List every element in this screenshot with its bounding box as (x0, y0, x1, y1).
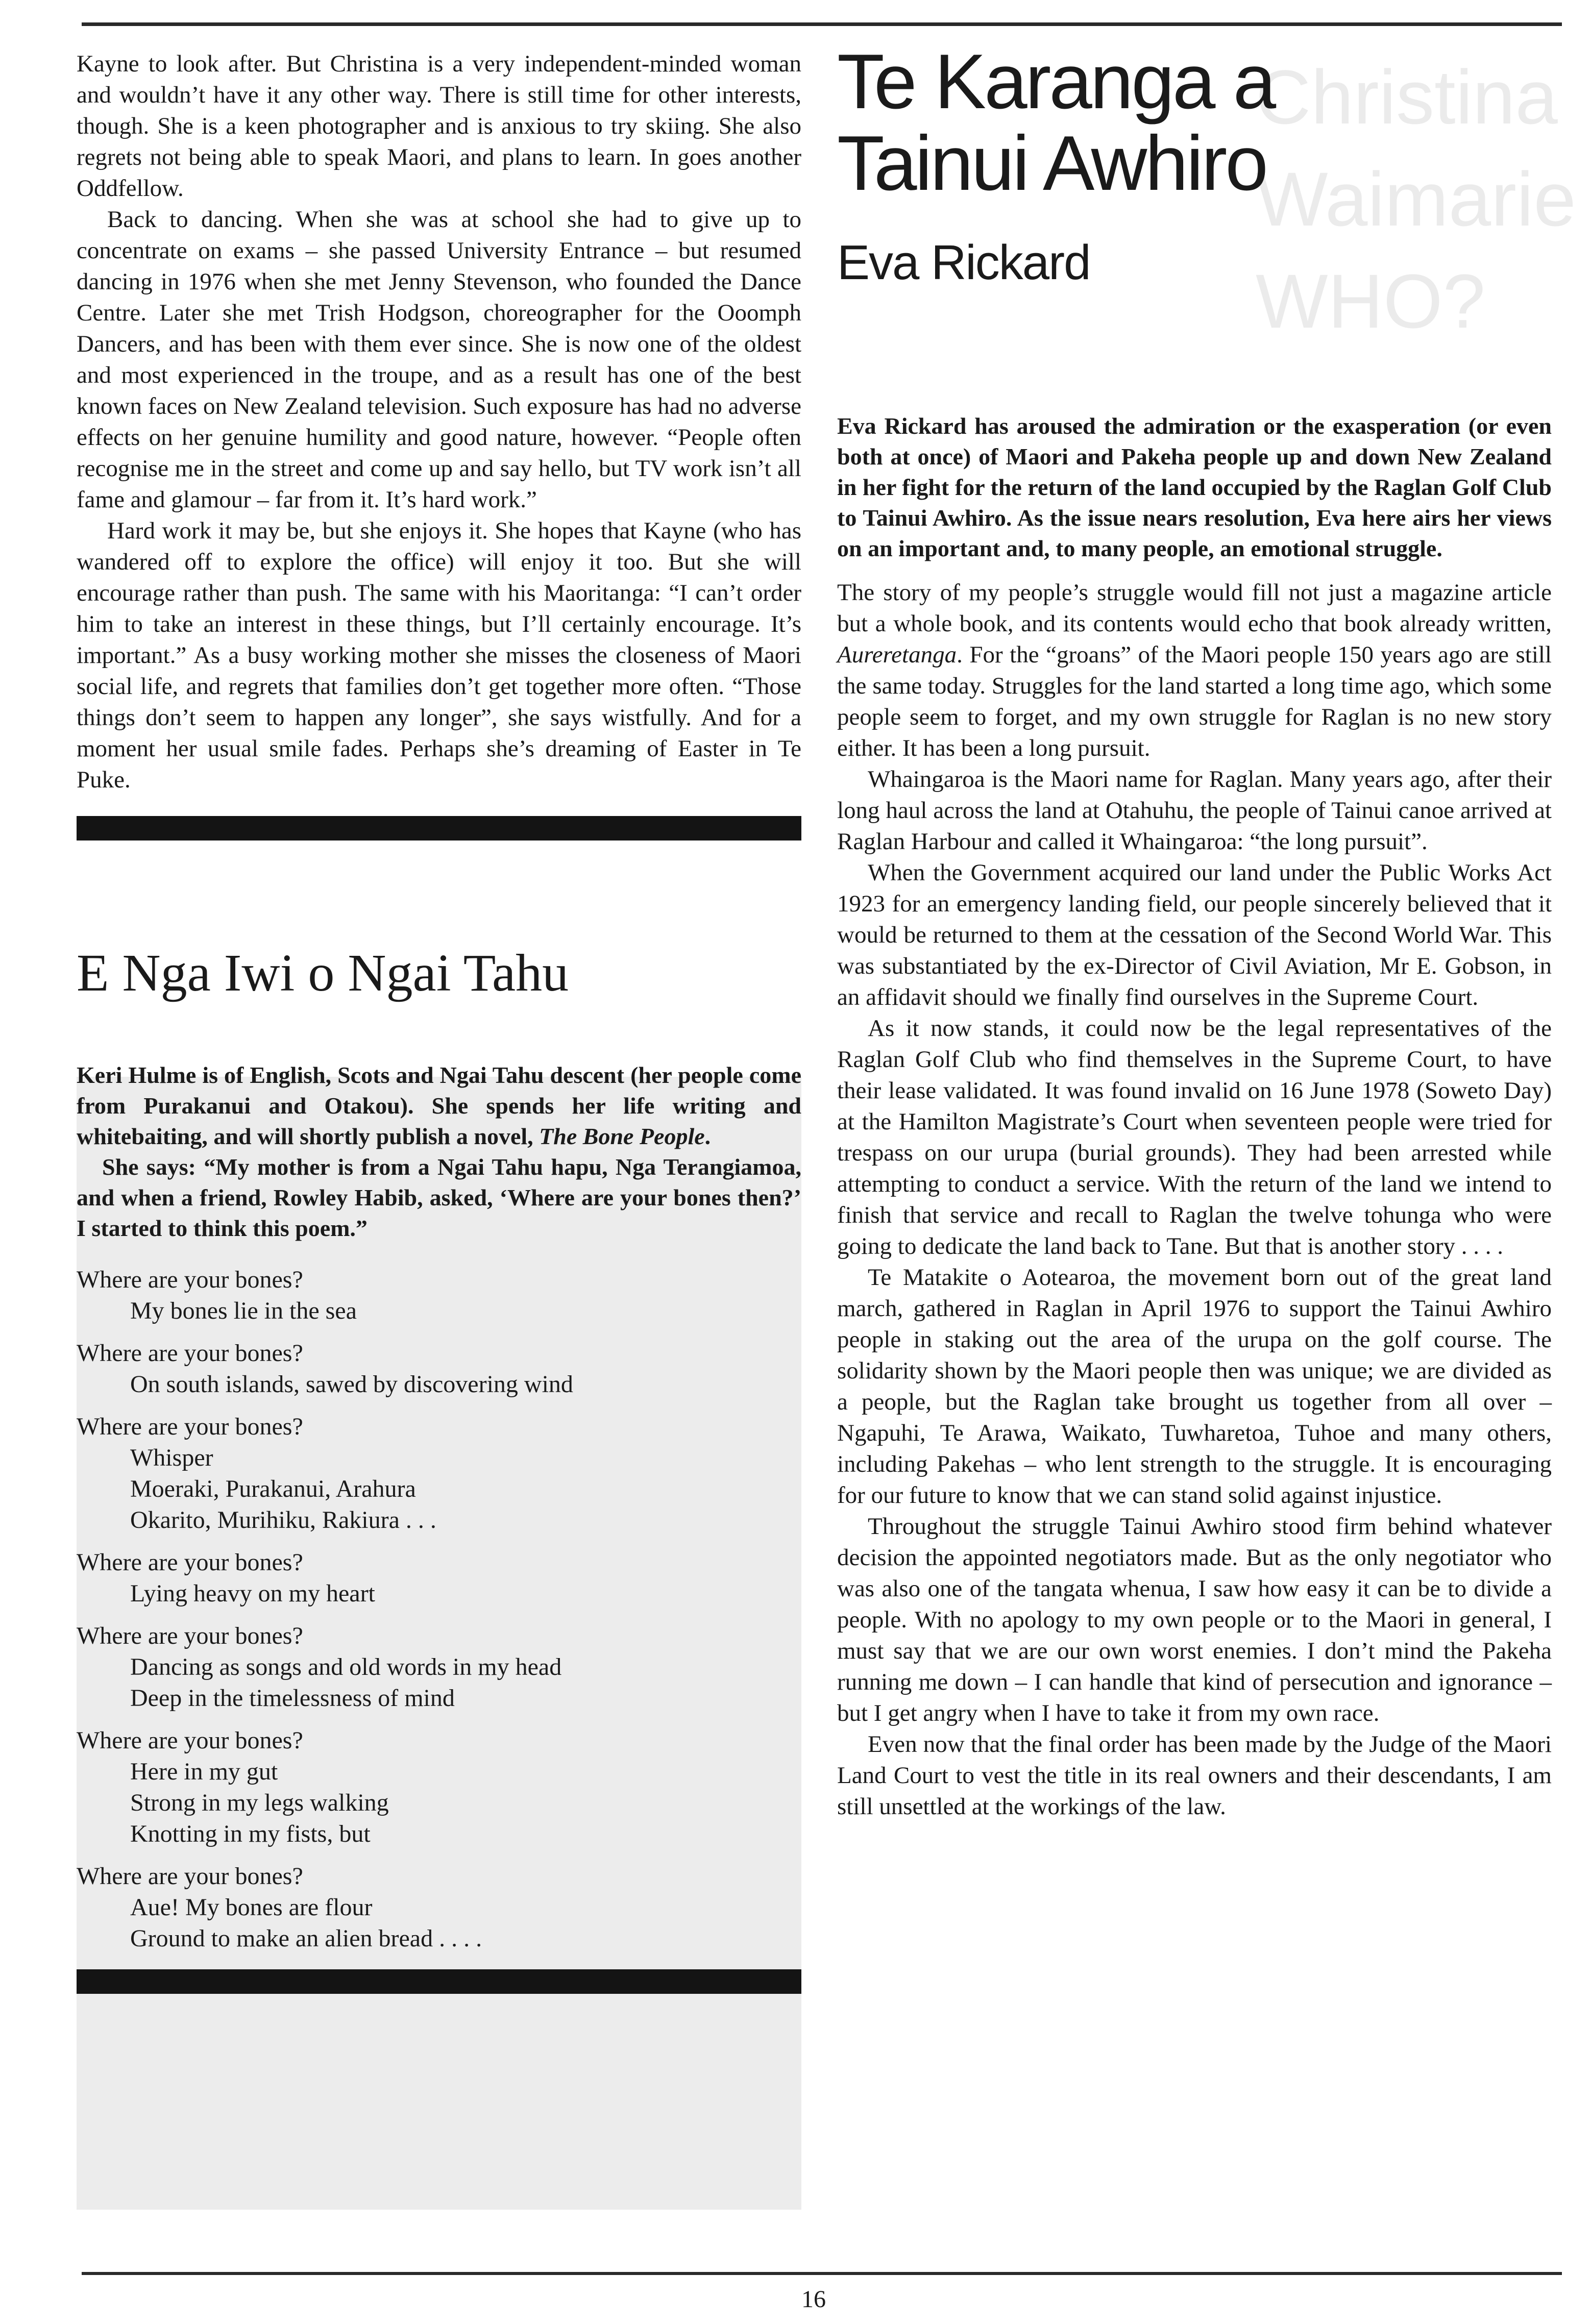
poem-question-line: Where are your bones? (77, 1622, 303, 1649)
poem-answer-line: Lying heavy on my heart (130, 1580, 375, 1607)
poem-question-line: Where are your bones? (77, 1727, 303, 1754)
section-divider-bar (77, 1969, 801, 1994)
right-column (837, 38, 1552, 1822)
poem-question-line: Where are your bones? (77, 1340, 303, 1367)
paragraph: Kayne to look after. But Christina is a very independent-minded woman and wouldn’t have it any other way. There is still time for other interests, though. She is a keen photographer and is anxious to try skiing. She also regrets not being able to speak Maori, and plans to learn. In goes another Oddfellow. (77, 51, 801, 202)
intro-quote: She says: “My mother is from a Ngai Tahu hapu, Nga Terangiamoa, and when a friend, Rowley Habib, asked, ‘Where are your bones then?’ I started to think this poem.” (77, 1154, 801, 1241)
poem-answer-line: Strong in my legs walking (130, 1789, 389, 1816)
poem-answer-line: Ground to make an alien bread . . . . (130, 1925, 482, 1952)
poem-answer-line: Knotting in my fists, but (130, 1820, 371, 1847)
poem-stanza (77, 1411, 801, 1536)
poem-stanza (77, 1264, 801, 1326)
poem-answer-line: On south islands, sawed by discovering wind (130, 1371, 573, 1398)
article-body (837, 577, 1552, 1822)
poem-answer-line: Dancing as songs and old words in my head (130, 1653, 562, 1680)
poem-answer-line: Okarito, Murihiku, Rakiura . . . (130, 1506, 436, 1534)
paragraph: Even now that the final order has been made by the Judge of the Maori Land Court to vest the title in its real owners and their descendants, I am still unsettled at the workings of the law. (837, 1731, 1552, 1820)
poem-answer-line: Deep in the timelessness of mind (130, 1685, 455, 1712)
paragraph: As it now stands, it could now be the legal representatives of the Raglan Golf Club who find themselves in the Supreme Court, to have their lease validated. It was found invalid on 16 June 1978 (Soweto Day) at the Hamilton Magistrate’s Court when seventeen people were tried for trespass on our urupa (burial grounds). They had been arrested while attempting to conduct a service. With the return of the land we intend to finish that service and recall to Raglan the twelve tohunga who were going to dedicate the land back to Tane. But that is another story . . . . (837, 1015, 1552, 1259)
book-title: The Bone People (539, 1123, 705, 1149)
paragraph: Whaingaroa is the Maori name for Raglan. Many years ago, after their long haul across the land at Otahuhu, the people of Tainui canoe arrived at Raglan Harbour and called it Whaingaroa: “the long pursuit”. (837, 766, 1552, 855)
poem-intro (77, 1060, 801, 1244)
poem-title: E Nga Iwi o Ngai Tahu (77, 944, 569, 1002)
paragraph: Te Matakite o Aotearoa, the movement born out of the great land march, gathered in Raglan in April 1976 to support the Tainui Awhiro people in staking out the area of the urupa on the golf course. The solidarity shown by the Maori people then was unique; we are divided as a people, but the Raglan take brought us together from all over – Ngapuhi, Te Arawa, Waikato, Tuwharetoa, Tuhoe and many others, including Pakehas – who lent strength to the struggle. It is encouraging for our future to know that we can stand solid against injustice. (837, 1264, 1552, 1509)
poem-stanza (77, 1620, 801, 1714)
paragraph: When the Government acquired our land under the Public Works Act 1923 for an emergency landing field, our people sincerely believed that it would be returned to them at the cessation of the Second World War. This was substantiated by the ex-Director of Civil Aviation, Mr E. Gobson, in an affidavit should we finally find ourselves in the Supreme Court. (837, 859, 1552, 1010)
poem-question-line: Where are your bones? (77, 1266, 303, 1293)
poem-answer-line: My bones lie in the sea (130, 1297, 357, 1324)
poem-answer-line: Whisper (130, 1444, 213, 1471)
poem-question-line: Where are your bones? (77, 1863, 303, 1890)
paragraph: The story of my people’s struggle would fill not just a magazine article but a whole book, and its contents would echo that book already written, Aureretanga. For the “groans” of the Maori people 150 years ago are still the same today. Struggles for the land started a long time ago, which some people seem to forget, and my own struggle for Raglan is no new story either. It has been a long pursuit. (837, 579, 1552, 761)
continued-article (77, 48, 801, 796)
page-number: 16 (801, 2286, 826, 2313)
poem-answer-line: Aue! My bones are flour (130, 1894, 373, 1921)
paragraph: Throughout the struggle Tainui Awhiro stood firm behind whatever decision the appointed negotiators made. But as the only negotiator who was also one of the tangata whenua, I saw how easy it can be to divide a people. With no apology to my own people or to the Maori in general, I must say that we are our own worst enemies. I don’t mind the Pakeha running me down – I can handle that kind of persecution and ignorance – but I get angry when I have to take it from my own race. (837, 1513, 1552, 1726)
poem-question-line: Where are your bones? (77, 1549, 303, 1576)
left-column (77, 48, 801, 1994)
author-byline: Eva Rickard (837, 235, 1090, 290)
intro-paragraph: Keri Hulme is of English, Scots and Ngai Tahu descent (her people come from Purakanui and Otakou). She spends her life writing and whitebaiting, and will shortly publish a novel, The Bone People. (77, 1062, 801, 1149)
poem-stanza (77, 1338, 801, 1400)
poem-question-line: Where are your bones? (77, 1413, 303, 1440)
poem-answer-line: Moeraki, Purakanui, Arahura (130, 1475, 416, 1502)
article-title (837, 38, 1552, 207)
article-intro: Eva Rickard has aroused the admiration or the exasperation (or even both at once) of Maori and Pakeha people up and down New Zealand in her fight for the return of the land occupied by the Raglan Golf Club to Tainui Awhiro. As the issue nears resolution, Eva here airs her views on an important and, to many people, an emotional struggle. (837, 413, 1552, 561)
poem-answer-line: Here in my gut (130, 1758, 278, 1785)
title-line: Tainui Awhiro (837, 120, 1266, 207)
bleed-through-text: Christina Waimarie WHO? (1256, 54, 1576, 344)
bottom-rule (82, 2272, 1562, 2275)
poem-stanza (77, 1725, 801, 1849)
poem-stanza (77, 1547, 801, 1609)
title-line: Te Karanga a (837, 38, 1275, 125)
paragraph: Back to dancing. When she was at school she had to give up to concentrate on exams – she passed University Entrance – but resumed dancing in 1976 when she met Jenny Stevenson, who founded the Dance Centre. Later she met Trish Hodgson, choreographer for the Ooomph Dancers, and has been with them ever since. She is now one of the oldest and most experienced in the troupe, and as a result has one of the best known faces on New Zealand television. Such exposure has had no adverse effects on her genuine humility and good nature, however. “People often recognise me in the street and come up and say hello, but TV work isn’t all fame and glamour – far from it. It’s hard work.” (77, 206, 802, 513)
book-title: Aureretanga (837, 641, 957, 668)
paragraph: Hard work it may be, but she enjoys it. She hopes that Kayne (who has wandered off to explore the office) will enjoy it too. But she will encourage rather than push. The same with his Maoritanga: “I can’t order him to take an interest in these things, but I’ll certainly encourage. It’s important.” As a busy working mother she misses the closeness of Maori social life, and regrets that families don’t get together more often. “Those things don’t seem to happen any longer”, she says wistfully. And for a moment her usual smile fades. Perhaps she’s dreaming of Easter in Te Puke. (77, 517, 801, 793)
section-divider-bar (77, 816, 801, 840)
top-rule (82, 22, 1562, 26)
poem (77, 1264, 801, 1954)
poem-stanza (77, 1861, 801, 1954)
